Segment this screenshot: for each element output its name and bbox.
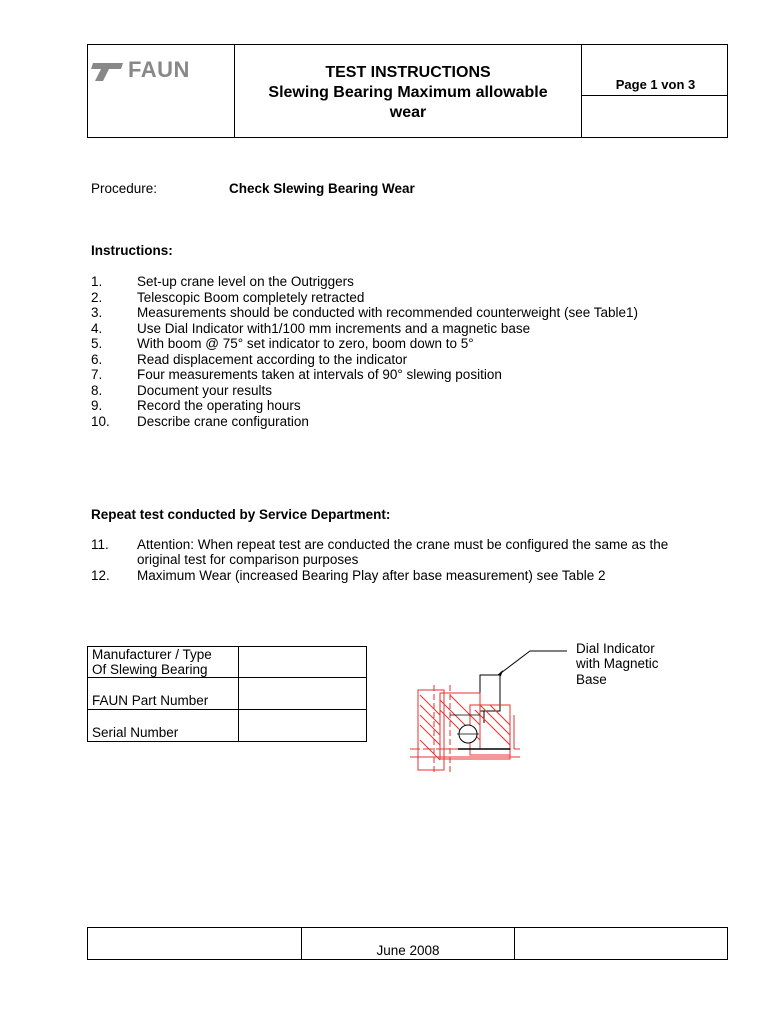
instructions-heading: Instructions: — [91, 243, 173, 258]
slewing-bearing-diagram — [410, 645, 580, 780]
dial-indicator-label: Dial Indicator with Magnetic Base — [576, 641, 659, 687]
logo-wordmark: FAUN — [128, 57, 190, 82]
footer-divider — [514, 928, 515, 959]
repeat-heading: Repeat test conducted by Service Department: — [91, 507, 391, 522]
bearing-info-table — [87, 646, 367, 742]
procedure-label: Procedure: — [91, 181, 158, 196]
title-line: wear — [389, 104, 427, 121]
faun-logo — [91, 59, 231, 81]
table-label-manufacturer: Manufacturer / Type Of Slewing Bearing — [92, 647, 212, 678]
procedure-value: Check Slewing Bearing Wear — [229, 181, 415, 196]
table-label-part-number: FAUN Part Number — [92, 693, 209, 708]
faun-logo-icon — [91, 61, 125, 83]
title-line: TEST INSTRUCTIONS — [325, 64, 491, 81]
document-title — [235, 63, 581, 123]
footer-date: June 2008 — [376, 943, 440, 958]
title-line: Slewing Bearing Maximum allowable — [268, 84, 548, 101]
header-divider — [581, 95, 727, 96]
page-number: Page 1 von 3 — [615, 77, 696, 92]
document-footer — [87, 927, 728, 960]
table-label-serial-number: Serial Number — [92, 725, 179, 740]
document-header — [87, 44, 728, 138]
